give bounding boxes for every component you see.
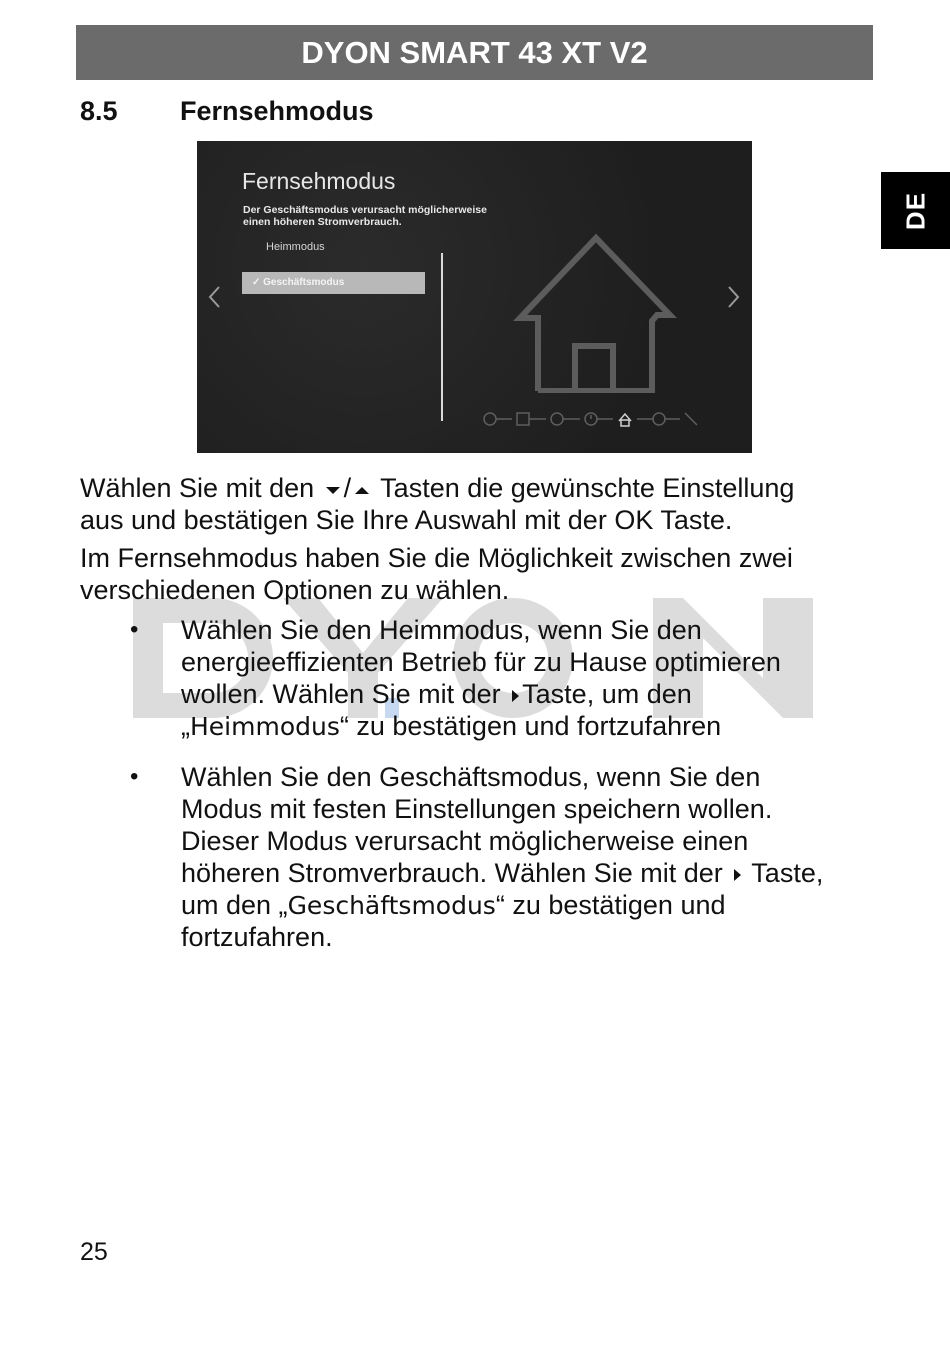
- bullet-2-line: Modus mit festen Einstellungen speichern wollen.: [181, 794, 773, 824]
- bullet-1-line: [181, 710, 721, 743]
- tv-menu-description: [243, 204, 513, 228]
- text: Taste, um den: [522, 679, 692, 709]
- bullet-1-line: energieeffizienten Betrieb für zu Hause optimieren: [181, 647, 781, 677]
- text: höheren Stromverbrauch. Wählen Sie mit der: [181, 858, 723, 888]
- setup-progress-icons: [480, 407, 705, 431]
- tv-option-geschaeftsmodus: ✓ Geschäftsmodus: [242, 272, 425, 294]
- tv-desc-line: einen höheren Stromverbrauch.: [243, 216, 402, 228]
- instruction-paragraph: [80, 472, 794, 504]
- text: um den „: [181, 890, 288, 920]
- bullet-2-line: fortzufahren.: [181, 922, 333, 952]
- intro-paragraph-line: Im Fernsehmodus haben Sie die Möglichkeit zwischen zwei: [80, 543, 793, 573]
- bullet-2-line: [181, 889, 726, 922]
- text: “ zu bestätigen und: [495, 890, 726, 920]
- text: “ zu bestätigen und fortzufahren: [339, 711, 722, 741]
- arrow-right-icon: [508, 687, 522, 705]
- document-header: DYON SMART 43 XT V2: [76, 25, 873, 80]
- tv-desc-line: Der Geschäftsmodus verursacht möglicherweise: [243, 204, 487, 216]
- bullet-point: •: [130, 616, 139, 643]
- section-heading: [80, 96, 374, 127]
- bullet-point: •: [130, 763, 139, 790]
- section-title: Fernsehmodus: [180, 96, 374, 126]
- tv-option-heimmodus: Heimmodus: [266, 241, 325, 253]
- mode-name: Heimmodus: [190, 712, 340, 741]
- tv-menu-title: Fernsehmodus: [242, 168, 396, 194]
- text: Tasten die gewünschte Einstellung: [380, 473, 795, 503]
- chevron-right-icon: [723, 284, 743, 310]
- page-number: 25: [80, 1238, 108, 1266]
- intro-paragraph-line: verschiedenen Optionen zu wählen.: [80, 575, 510, 605]
- house-icon: [512, 233, 677, 393]
- mode-name: Geschäftsmodus: [287, 891, 496, 920]
- chevron-left-icon: [205, 284, 225, 310]
- bullet-2-line: [181, 857, 823, 889]
- section-number: 8.5: [80, 96, 118, 126]
- text: wollen. Wählen Sie mit der: [181, 679, 501, 709]
- tv-divider: [441, 253, 443, 421]
- arrow-up-icon: [351, 483, 373, 497]
- language-tab: [881, 172, 950, 249]
- language-tab-label: DE: [900, 191, 930, 230]
- instruction-paragraph-line: aus und bestätigen Sie Ihre Auswahl mit der OK Taste.: [80, 505, 733, 535]
- arrow-right-icon: [730, 866, 744, 884]
- text: /: [343, 473, 352, 503]
- text: „: [181, 711, 190, 741]
- text: Wählen Sie mit den: [80, 473, 315, 503]
- bullet-1-line: [181, 678, 692, 710]
- tv-screenshot: [197, 141, 752, 453]
- bullet-2-line: Dieser Modus verursacht möglicherweise einen: [181, 826, 749, 856]
- text: Taste,: [751, 858, 824, 888]
- bullet-1-line: Wählen Sie den Heimmodus, wenn Sie den: [181, 615, 702, 645]
- arrow-down-icon: [322, 483, 344, 497]
- bullet-2-line: Wählen Sie den Geschäftsmodus, wenn Sie den: [181, 762, 761, 792]
